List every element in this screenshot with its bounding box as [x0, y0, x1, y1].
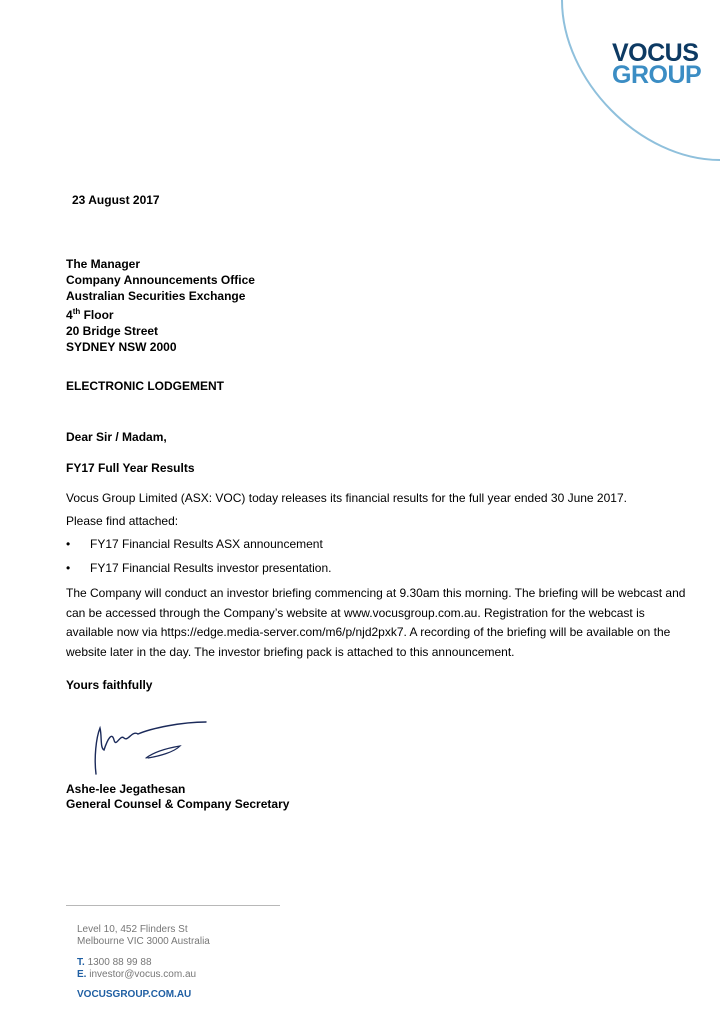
floor-suffix: th	[72, 307, 81, 316]
footer-address-line: Melbourne VIC 3000 Australia	[77, 936, 210, 947]
recipient-line: 20 Bridge Street	[66, 324, 159, 338]
footer-divider	[66, 905, 280, 906]
subject-heading: FY17 Full Year Results	[66, 461, 195, 475]
recipient-floor	[66, 304, 255, 323]
recipient-line: The Manager	[66, 257, 141, 271]
logo-line-2: GROUP	[612, 61, 702, 89]
floor-label: Floor	[80, 308, 114, 322]
footer-address-line: Level 10, 452 Flinders St	[77, 924, 188, 935]
footer-phone	[77, 957, 152, 969]
recipient-address	[66, 256, 255, 355]
email-address: investor@vocus.com.au	[89, 969, 197, 980]
recipient-line: Company Announcements Office	[66, 273, 255, 287]
bullet-glyph: •	[66, 537, 71, 551]
floor-number: 4	[66, 308, 73, 322]
vocus-group-logo	[612, 39, 702, 89]
paragraph-results: Vocus Group Limited (ASX: VOC) today releases its financial results for the full year ended 30 June 2017.	[66, 491, 627, 505]
paragraph-attached: Please find attached:	[66, 514, 179, 528]
letter-date: 23 August 2017	[72, 193, 160, 207]
signatory-title: General Counsel & Company Secretary	[66, 797, 290, 811]
logo-line-1: VOCUS	[612, 39, 699, 67]
recipient-line: Australian Securities Exchange	[66, 289, 246, 303]
signatory-block	[66, 782, 289, 812]
list-item-text: FY17 Financial Results ASX announcement	[90, 537, 323, 551]
signature-image	[82, 718, 212, 778]
lodgement-heading: ELECTRONIC LODGEMENT	[66, 379, 224, 393]
recipient-line: SYDNEY NSW 2000	[66, 340, 177, 354]
closing: Yours faithfully	[66, 678, 153, 692]
paragraph-briefing: The Company will conduct an investor briefing commencing at 9.30am this morning. The briefing will be webcast and can be accessed through the Company’s website at www.vocusgroup.com.au. Registration for the webcast is available now via https://edge.media-server.com/m6/p/njd2pxk7. A recording of the briefing will be available on the website later in the day. The investor briefing pack is attached to this announcement.	[66, 586, 686, 659]
footer-website: VOCUSGROUP.COM.AU	[77, 989, 192, 1000]
footer-email	[77, 969, 196, 981]
phone-number: 1300 88 99 88	[87, 957, 152, 968]
email-label: E.	[77, 969, 87, 980]
bullet-glyph: •	[66, 561, 71, 575]
salutation: Dear Sir / Madam,	[66, 430, 167, 444]
list-item-text: FY17 Financial Results investor presentation.	[90, 561, 332, 575]
phone-label: T.	[77, 957, 85, 968]
signatory-name: Ashe-lee Jegathesan	[66, 782, 186, 796]
